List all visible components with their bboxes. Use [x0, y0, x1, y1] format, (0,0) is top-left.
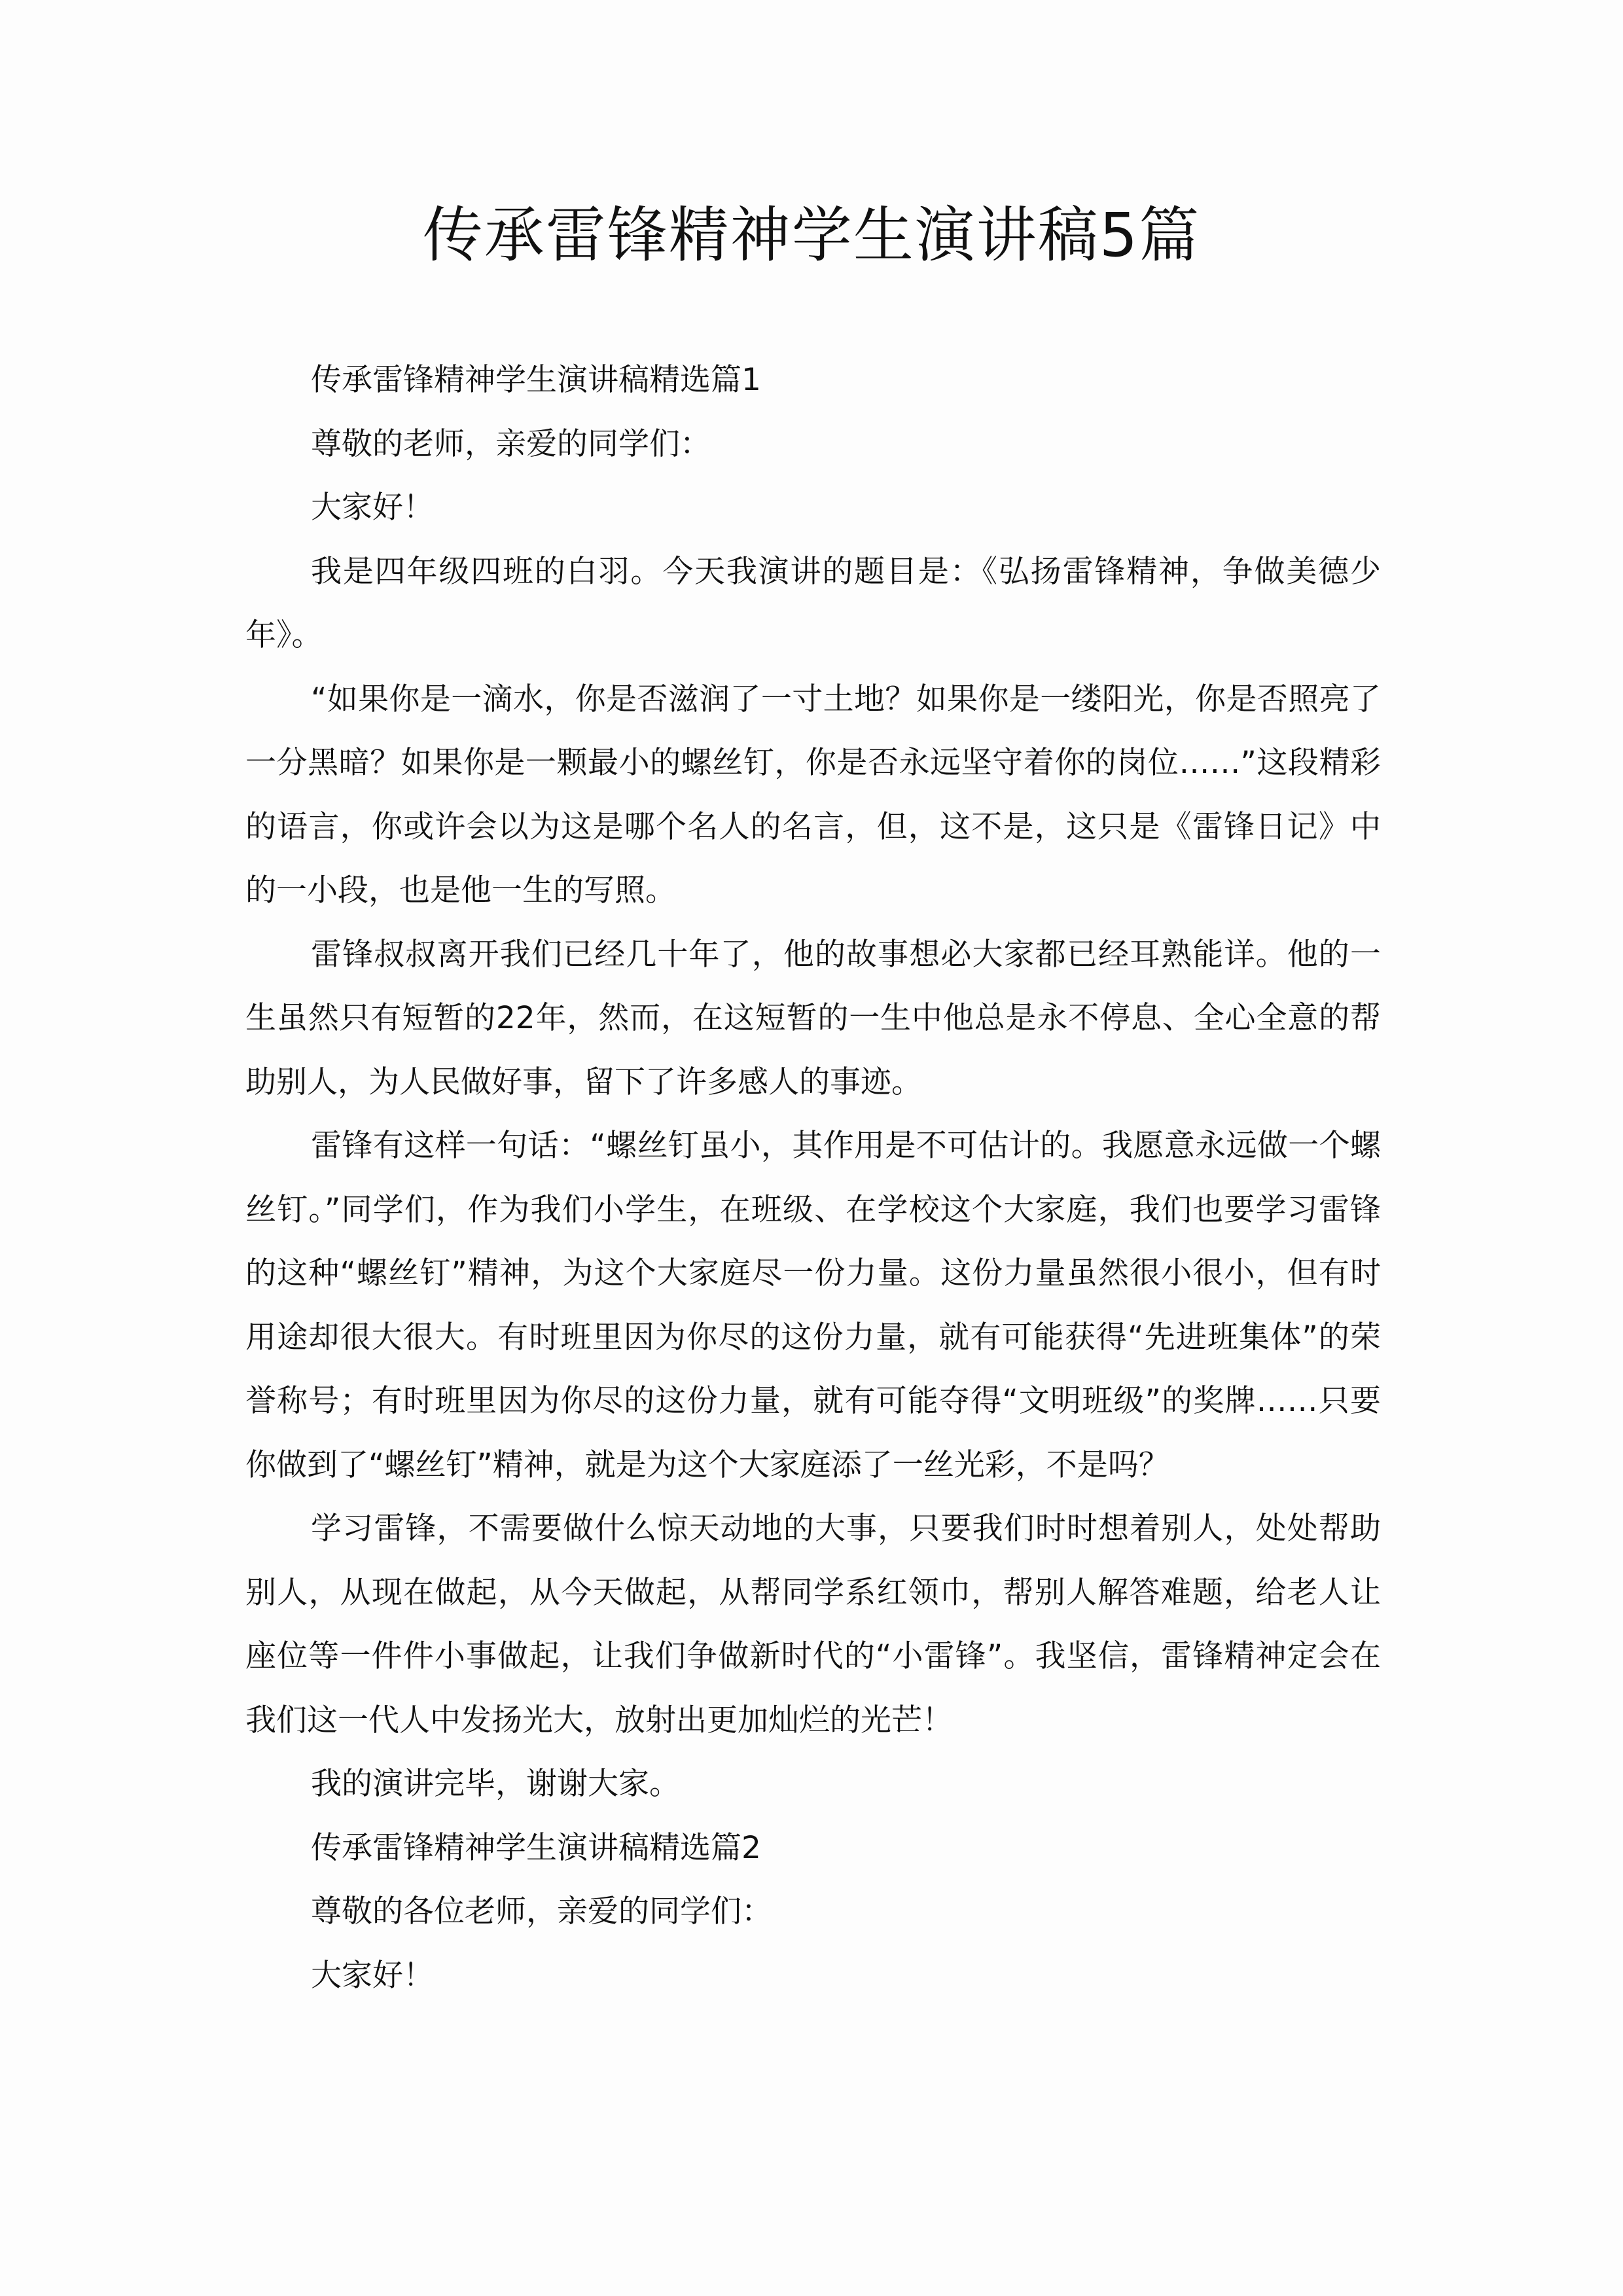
document-title: 传承雷锋精神学生演讲稿5篇: [422, 200, 1201, 270]
salutation: 尊敬的老师，亲爱的同学们：: [311, 425, 711, 462]
salutation-2: 尊敬的各位老师，亲爱的同学们：: [311, 1893, 772, 1929]
paragraph-learn-leifeng: 学习雷锋，不需要做什么惊天动地的大事，只要我们时时想着别人，处处帮助别人，从现在做起，从今天做起，从帮同学系红领巾，帮别人解答难题，给老人让座位等一件件小事做起，让我们争做新时代的“小雷锋”。我坚信，雷锋精神定会在我们这一代人中发扬光大，放射出更加灿烂的光芒！: [245, 1511, 1381, 1738]
greeting-2: 大家好！: [311, 1957, 434, 1994]
document-body: [245, 348, 1381, 2007]
section-heading-1: 传承雷锋精神学生演讲稿精选篇1: [311, 362, 761, 398]
greeting: 大家好！: [311, 490, 434, 526]
paragraph-screw-spirit: 雷锋有这样一句话：“螺丝钉虽小，其作用是不可估计的。我愿意永远做一个螺丝钉。”同学们，作为我们小学生，在班级、在学校这个大家庭，我们也要学习雷锋的这种“螺丝钉”精神，为这个大家庭尽一份力量。这份力量虽然很小很小，但有时用途却很大很大。有时班里因为你尽的这份力量，就有可能获得“先进班集体”的荣誉称号；有时班里因为你尽的这份力量，就有可能夺得“文明班级”的奖牌……只要你做到了“螺丝钉”精神，就是为这个大家庭添了一丝光彩，不是吗？: [245, 1128, 1381, 1483]
paragraph-intro: 我是四年级四班的白羽。今天我演讲的题目是：《弘扬雷锋精神，争做美德少年》。: [245, 553, 1381, 653]
paragraph-leifeng-life: 雷锋叔叔离开我们已经几十年了，他的故事想必大家都已经耳熟能详。他的一生虽然只有短暂的22年，然而，在这短暂的一生中他总是永不停息、全心全意的帮助别人，为人民做好事，留下了许多感人的事迹。: [245, 936, 1381, 1100]
closing-line: 我的演讲完毕，谢谢大家。: [311, 1766, 680, 1802]
paragraph-quote: “如果你是一滴水，你是否滋润了一寸土地？如果你是一缕阳光，你是否照亮了一分黑暗？如果你是一颗最小的螺丝钉，你是否永远坚守着你的岗位……”这段精彩的语言，你或许会以为这是哪个名人的名言，但，这不是，这只是《雷锋日记》中的一小段，也是他一生的写照。: [245, 681, 1381, 908]
section-heading-2: 传承雷锋精神学生演讲稿精选篇2: [311, 1829, 761, 1866]
